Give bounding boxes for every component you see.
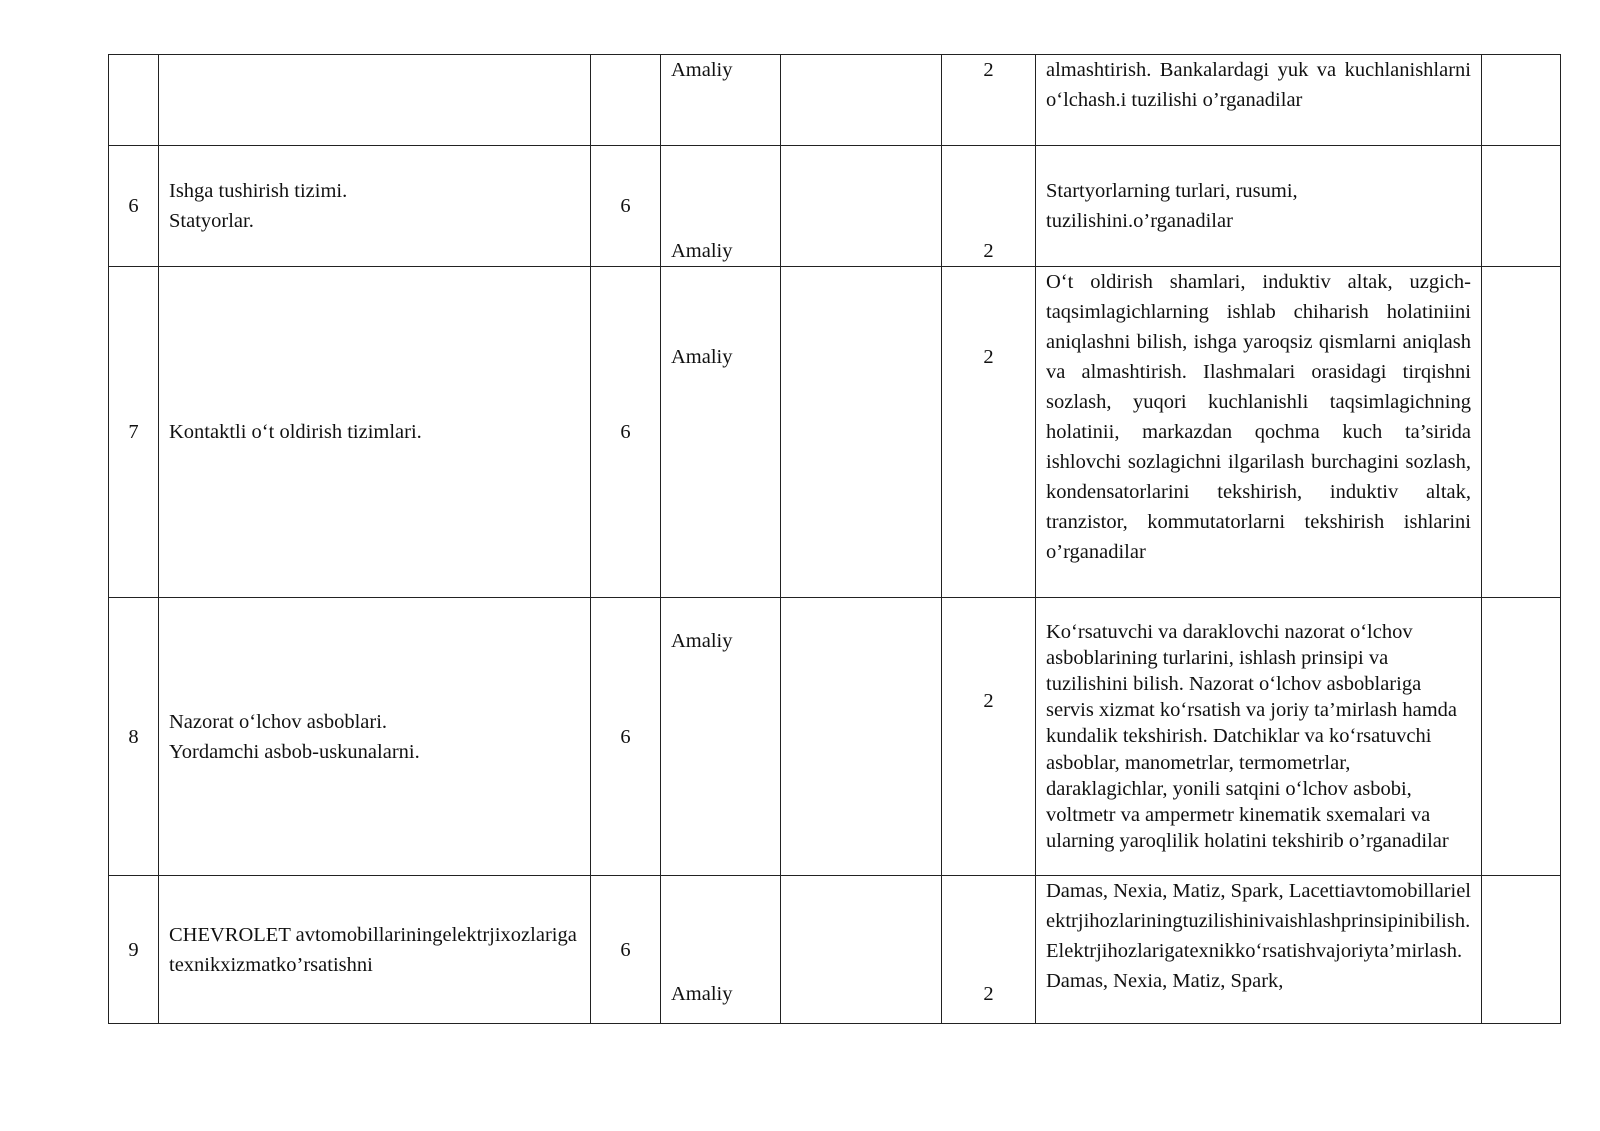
table-row: [109, 876, 1561, 1024]
table-row: [109, 55, 1561, 146]
row-number-cell: 6: [109, 146, 159, 267]
count-cell: 2: [942, 146, 1036, 267]
extra-cell: [781, 598, 942, 876]
extra-cell: [781, 55, 942, 146]
extra-cell: [781, 876, 942, 1024]
type-cell: Amaliy: [661, 146, 781, 267]
hours-cell: 6: [591, 267, 661, 598]
type-cell: Amaliy: [661, 267, 781, 598]
description-line: Damas, Nexia, Matiz, Spark, Lacettiavtomobillarielektrjihozlariningtuzilishinivaishlashprinsipinibilish.: [1046, 880, 1471, 932]
description-line: Elektrjihozlarigatexnikko‘rsatishvajoriyta’mirlash. Damas, Nexia, Matiz, Spark,: [1046, 940, 1463, 992]
table-row: [109, 146, 1561, 267]
count-cell: 2: [942, 876, 1036, 1024]
description-cell: almashtirish. Bankalardagi yuk va kuchlanishlarni o‘lchash.i tuzilishi o’rganadilar: [1036, 55, 1482, 146]
hours-cell: 6: [591, 598, 661, 876]
count-cell: 2: [942, 267, 1036, 598]
curriculum-table: [108, 54, 1561, 1024]
topic-line: CHEVROLET avtomobillariningelektrjixozlarigatexnikxizmatko’rsatishni: [169, 923, 577, 976]
type-cell: Amaliy: [661, 876, 781, 1024]
description-cell: [1036, 876, 1482, 1024]
empty-cell: [1482, 267, 1561, 598]
empty-cell: [1482, 55, 1561, 146]
empty-cell: [1482, 876, 1561, 1024]
description-cell: Ko‘rsatuvchi va daraklovchi nazorat o‘lchov asboblarining turlarini, ishlash prinsipi va tuzilishini bilish. Nazorat o‘lchov asboblariga servis xizmat ko‘rsatish va joriy ta’mirlash hamda kundalik tekshirish. Datchiklar va ko‘rsatuvchi asboblar, manometrlar, termometrlar, daraklagichlar, yonili satqini o‘lchov asbobi, voltmetr va ampermetr kinematik sxemalari va ularning yaroqlilik holatini tekshirib o’rganadilar: [1036, 598, 1482, 876]
type-cell: Amaliy: [661, 598, 781, 876]
empty-cell: [1482, 598, 1561, 876]
hours-cell: 6: [591, 876, 661, 1024]
table-row: [109, 598, 1561, 876]
extra-cell: [781, 146, 942, 267]
description-cell: O‘t oldirish shamlari, induktiv altak, uzgich-taqsimlagichlarning ishlab chiharish holatiniini aniqlashni bilish, ishga yaroqsiz qismlarni aniqlash va almashtirish. Ilashmalari orasidagi tirqishni sozlash, yuqori kuchlanishli taqsimlagichning holatinii, markazdan qochma kuch ta’sirida ishlovchi sozlagichni ilgarilash burchagini sozlash, kondensatorlarini tekshirish, induktiv altak, tranzistor, kommutatorlarni tekshirish ishlarini o’rganadilar: [1036, 267, 1482, 598]
topic-cell: [159, 876, 591, 1024]
row-number-cell: 9: [109, 876, 159, 1024]
topic-cell: [159, 55, 591, 146]
topic-line: Statyorlar.: [169, 210, 254, 232]
row-number-cell: 7: [109, 267, 159, 598]
row-number-cell: [109, 55, 159, 146]
count-cell: 2: [942, 598, 1036, 876]
extra-cell: [781, 267, 942, 598]
description-cell: Startyorlarning turlari, rusumi, tuzilishini.o’rganadilar: [1036, 146, 1482, 267]
topic-line: Yordamchi asbob-uskunalarni.: [169, 740, 420, 763]
topic-cell: [159, 267, 591, 598]
row-number-cell: 8: [109, 598, 159, 876]
topic-cell: [159, 146, 591, 267]
hours-cell: 6: [591, 146, 661, 267]
count-cell: 2: [942, 55, 1036, 146]
topic-line: Kontaktli o‘t oldirish tizimlari.: [169, 421, 422, 443]
empty-cell: [1482, 146, 1561, 267]
table-row: [109, 267, 1561, 598]
topic-line: Ishga tushirish tizimi.: [169, 180, 348, 202]
hours-cell: [591, 55, 661, 146]
topic-cell: [159, 598, 591, 876]
type-cell: Amaliy: [661, 55, 781, 146]
topic-line: Nazorat o‘lchov asboblari.: [169, 710, 388, 733]
